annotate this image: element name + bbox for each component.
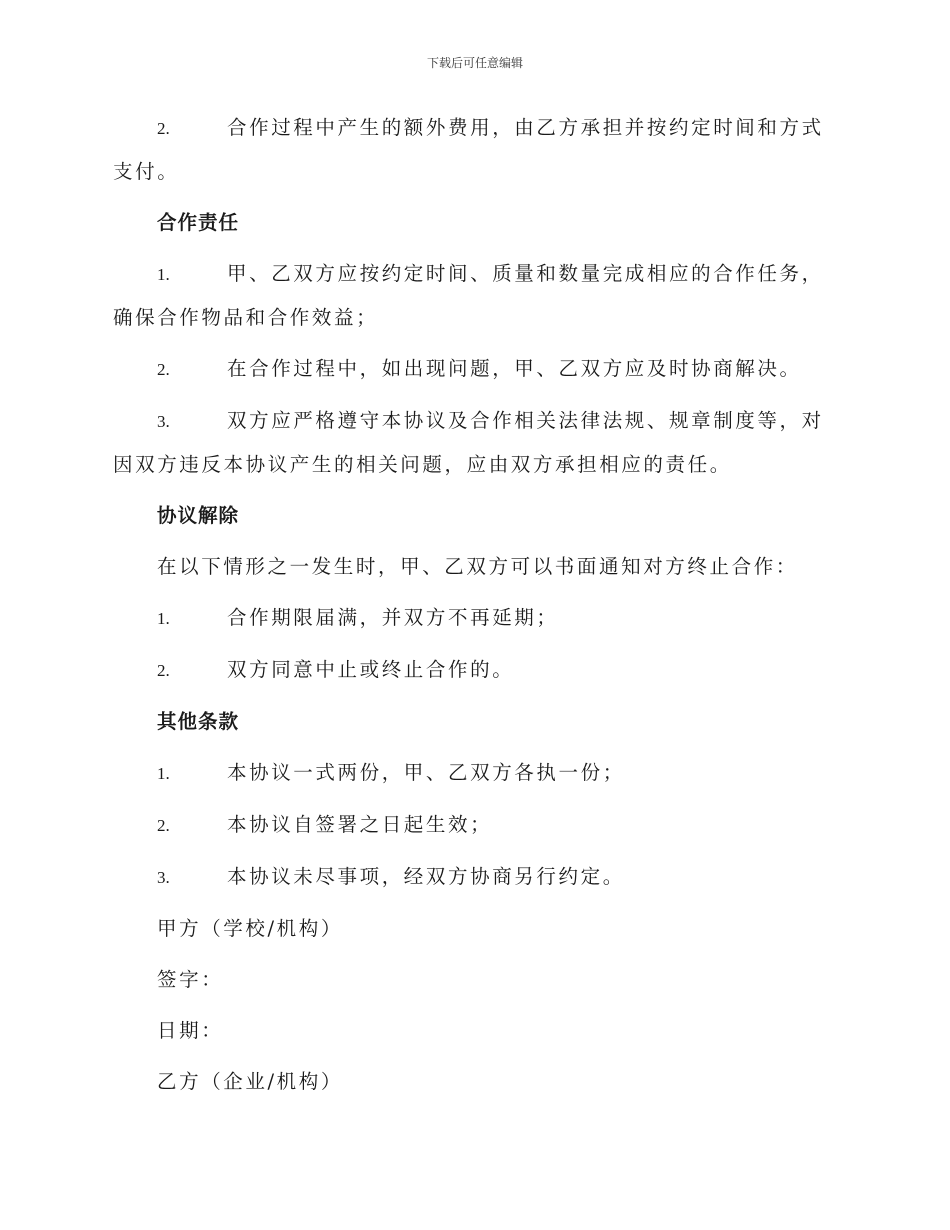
termination-clause-2 <box>113 648 833 692</box>
clause-text: 合作期限届满，并双方不再延期； <box>227 606 559 629</box>
clause-text: 双方同意中止或终止合作的。 <box>227 658 515 681</box>
section-heading-responsibility: 合作责任 <box>157 211 240 234</box>
other-clause-1 <box>113 751 833 795</box>
other-clause-3 <box>113 855 833 899</box>
responsibility-clause-2 <box>113 347 833 391</box>
termination-intro: 在以下情形之一发生时，甲、乙双方可以书面通知对方终止合作： <box>157 555 798 578</box>
termination-clause-1 <box>113 596 833 640</box>
clause-text: 甲、乙双方应按约定时间、质量和数量完成相应的合作任务，确保合作物品和合作效益； <box>113 262 824 329</box>
clause-number: 2. <box>157 661 170 680</box>
clause-text: 双方应严格遵守本协议及合作相关法律法规、规章制度等，对因双方违反本协议产生的相关问题，应由双方承担相应的责任。 <box>113 409 824 476</box>
clause-number: 2. <box>157 119 170 138</box>
clause-number: 3. <box>157 412 170 431</box>
section-heading-termination: 协议解除 <box>157 504 240 527</box>
clause-number: 1. <box>157 609 170 628</box>
signature-label: 签字： <box>157 968 224 991</box>
clause-number: 3. <box>157 868 170 887</box>
other-clause-2 <box>113 803 833 847</box>
clause-number: 2. <box>157 360 170 379</box>
clause-text: 本协议一式两份，甲、乙双方各执一份； <box>227 761 625 784</box>
clause-number: 1. <box>157 265 170 284</box>
party-a-label: 甲方（学校/机构） <box>157 917 343 940</box>
clause-number: 2. <box>157 816 170 835</box>
cost-clause-2 <box>113 106 833 193</box>
document-body <box>113 106 833 1111</box>
responsibility-clause-1 <box>113 252 833 339</box>
responsibility-clause-3 <box>113 399 833 486</box>
clause-text: 本协议未尽事项，经双方协商另行约定。 <box>227 865 625 888</box>
page-header-note: 下载后可任意编辑 <box>426 56 523 70</box>
clause-text: 在合作过程中，如出现问题，甲、乙双方应及时协商解决。 <box>227 357 802 380</box>
clause-text: 本协议自签署之日起生效； <box>227 813 493 836</box>
date-label: 日期： <box>157 1019 224 1042</box>
clause-text: 合作过程中产生的额外费用，由乙方承担并按约定时间和方式支付。 <box>113 116 824 183</box>
party-b-label: 乙方（企业/机构） <box>157 1070 343 1093</box>
section-heading-other: 其他条款 <box>157 710 240 733</box>
clause-number: 1. <box>157 764 170 783</box>
